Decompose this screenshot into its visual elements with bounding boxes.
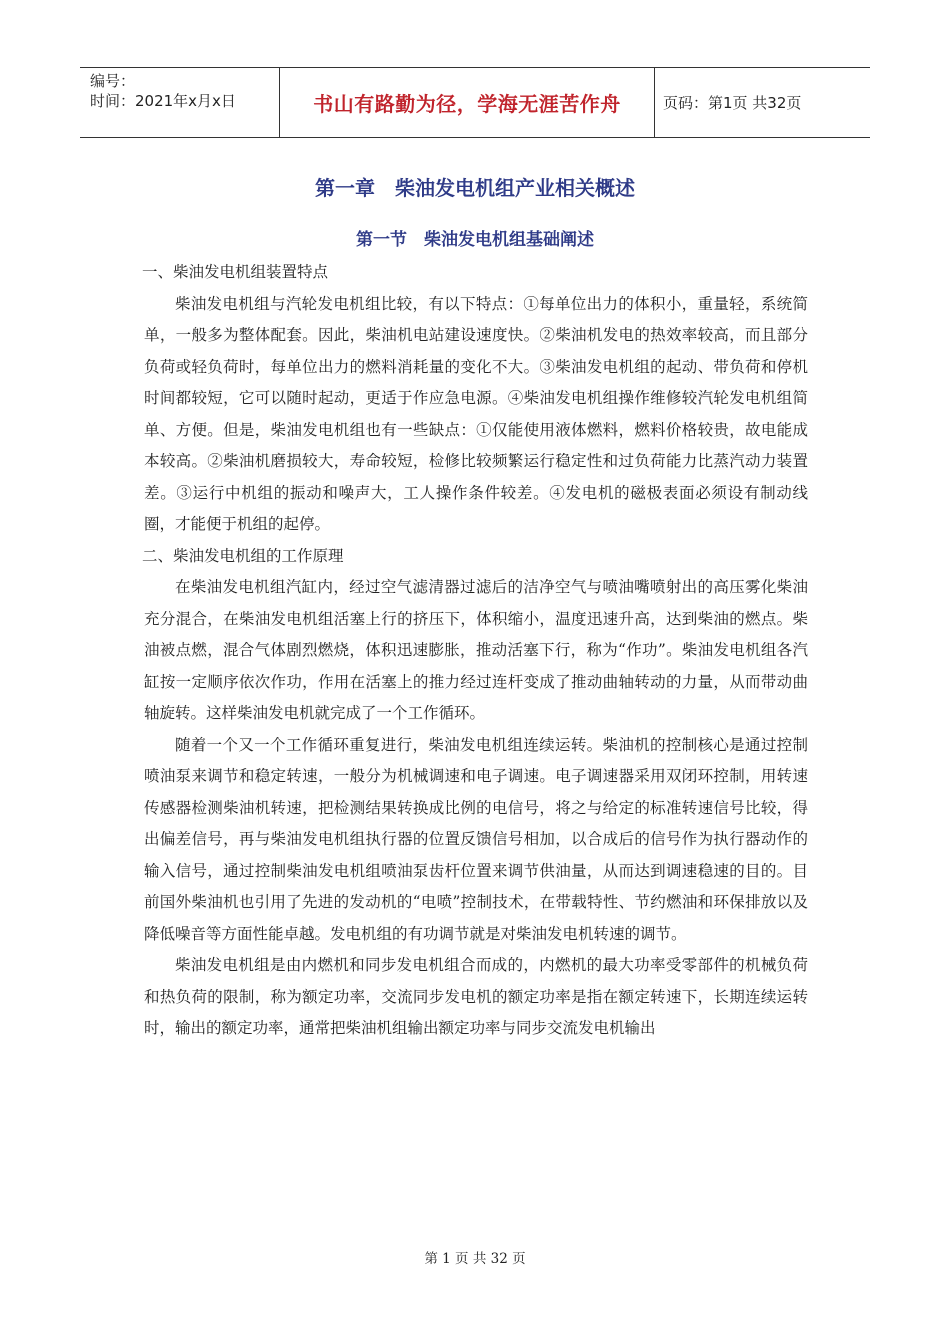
paragraph-speed-control: 随着一个又一个工作循环重复进行，柴油发电机组连续运转。柴油机的控制核心是通过控制喷油泵来调节和稳定转速，一般分为机械调速和电子调速。电子调速器采用双闭环控制，用转速传感器检测柴油机转速，把检测结果转换成比例的电信号，将之与给定的标准转速信号比较，得出偏差信号，再与柴油发电机组执行器的位置反馈信号相加，以合成后的信号作为执行器动作的输入信号，通过控制柴油发电机组喷油泵齿杆位置来调节供油量，从而达到调速稳速的目的。目前国外柴油机也引用了先进的发动机的“电喷”控制技术，在带载特性、节约燃油和环保排放以及降低噪音等方面性能卓越。发电机组的有功调节就是对柴油发电机转速的调节。 (144, 735, 808, 943)
page-footer: 第 1 页 共 32 页 (424, 1251, 526, 1267)
section-title: 第一节 柴油发电机组基础阐述 (356, 230, 594, 250)
paragraph-features: 柴油发电机组与汽轮发电机组比较，有以下特点：①每单位出力的体积小，重量轻，系统简单，一般多为整体配套。因此，柴油机电站建设速度快。②柴油机发电的热效率较高，而且部分负荷或轻负荷时，每单位出力的燃料消耗量的变化不大。③柴油发电机组的起动、带负荷和停机时间都较短，它可以随时起动，更适于作应急电源。④柴油发电机组操作维修较汽轮发电机组简单、方便。但是，柴油发电机组也有一些缺点：①仅能使用液体燃料，燃料价格较贵，故电能成本较高。②柴油机磨损较大，寿命较短，检修比较频繁运行稳定性和过负荷能力比蒸汽动力装置差。③运行中机组的振动和噪声大，工人操作条件较差。④发电机的磁极表面必须设有制动线圈，才能便于机组的起停。 (144, 294, 808, 533)
paragraph-principle: 在柴油发电机组汽缸内，经过空气滤清器过滤后的洁净空气与喷油嘴喷射出的高压雾化柴油充分混合，在柴油发电机组活塞上行的挤压下，体积缩小，温度迅速升高，达到柴油的燃点。柴油被点燃，混合气体剧烈燃烧，体积迅速膨胀，推动活塞下行，称为“作功”。柴油发电机组各汽缸按一定顺序依次作功，作用在活塞上的推力经过连杆变成了推动曲轴转动的力量，从而带动曲轴旋转。这样柴油发电机就完成了一个工作循环。 (144, 578, 808, 722)
document-date-label: 时间：2021年x月x日 (90, 92, 236, 110)
subheading-principle: 二、柴油发电机组的工作原理 (142, 546, 344, 565)
document-number-label: 编号： (90, 72, 136, 90)
page-header (80, 67, 870, 138)
chapter-title: 第一章 柴油发电机组产业相关概述 (315, 176, 635, 200)
header-meta (80, 68, 280, 137)
header-motto: 书山有路勤为径，学海无涯苦作舟 (280, 68, 655, 137)
subheading-features: 一、柴油发电机组装置特点 (142, 263, 329, 281)
header-page-label: 页码：第1页 共32页 (663, 94, 802, 112)
document-body (144, 257, 808, 1045)
paragraph-rated-power: 柴油发电机组是由内燃机和同步发电机组合而成的，内燃机的最大功率受零部件的机械负荷和热负荷的限制，称为额定功率，交流同步发电机的额定功率是指在额定转速下，长期连续运转时，输出的额定功率，通常把柴油机组输出额定功率与同步交流发电机输出 (144, 956, 808, 1037)
